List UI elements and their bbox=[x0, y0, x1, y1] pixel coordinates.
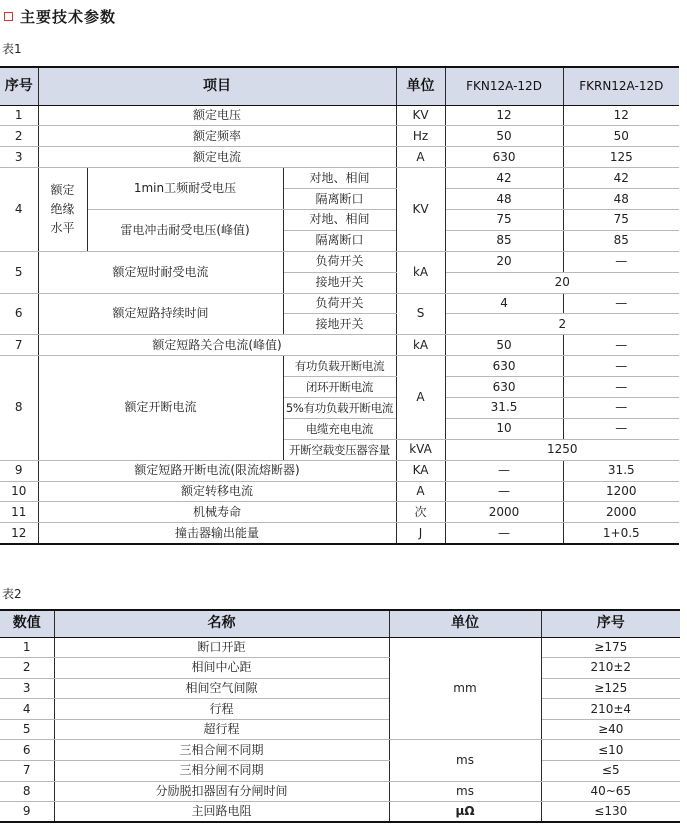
cell-value: 40~65 bbox=[541, 781, 680, 802]
cell-condition: 负荷开关 bbox=[283, 293, 396, 314]
cell-value: ≥40 bbox=[541, 719, 680, 740]
cell-num: 8 bbox=[0, 781, 54, 802]
cell-value-b: — bbox=[563, 418, 679, 439]
cell-value-b: 1+0.5 bbox=[563, 523, 679, 544]
header-num: 数值 bbox=[0, 610, 54, 637]
cell-unit: A bbox=[396, 147, 445, 168]
mechanical-parameters-table bbox=[0, 609, 680, 823]
cell-seq: 6 bbox=[0, 293, 38, 335]
cell-value-b: 75 bbox=[563, 209, 679, 230]
cell-value-a: 85 bbox=[445, 230, 563, 251]
cell-unit: kVA bbox=[396, 439, 445, 460]
header-model-a: FKN12A-12D bbox=[445, 67, 563, 105]
cell-seq: 1 bbox=[0, 105, 38, 126]
cell-value-b: 2000 bbox=[563, 502, 679, 523]
cell-unit: S bbox=[396, 293, 445, 335]
cell-value: 210±4 bbox=[541, 699, 680, 720]
header-unit: 单位 bbox=[389, 610, 541, 637]
cell-value-a: — bbox=[445, 481, 563, 502]
cell-value: ≥175 bbox=[541, 637, 680, 658]
table-row bbox=[0, 678, 680, 699]
section-heading bbox=[4, 5, 116, 27]
cell-seq: 3 bbox=[0, 147, 38, 168]
cell-condition: 隔离断口 bbox=[283, 230, 396, 251]
cell-num: 5 bbox=[0, 719, 54, 740]
cell-item: 额定短路开断电流(限流熔断器) bbox=[38, 460, 396, 481]
table1-caption: 表1 bbox=[2, 42, 22, 56]
table2-caption: 表2 bbox=[2, 587, 22, 601]
cell-name: 三相合闸不同期 bbox=[54, 740, 389, 761]
cell-unit: KV bbox=[396, 105, 445, 126]
cell-value-b: — bbox=[563, 335, 679, 356]
cell-unit: ms bbox=[389, 740, 541, 781]
cell-condition: 电缆充电电流 bbox=[283, 418, 396, 439]
cell-value-b: — bbox=[563, 251, 679, 272]
table-row bbox=[0, 761, 680, 782]
cell-value: ≤5 bbox=[541, 761, 680, 782]
cell-value-a: 2000 bbox=[445, 502, 563, 523]
cell-value-b: 42 bbox=[563, 168, 679, 189]
table-row bbox=[0, 658, 680, 679]
table-row bbox=[0, 126, 679, 147]
cell-value-b: 125 bbox=[563, 147, 679, 168]
cell-value-b: 85 bbox=[563, 230, 679, 251]
square-bullet-icon bbox=[4, 12, 13, 21]
table-row bbox=[0, 293, 679, 314]
cell-value-a: 10 bbox=[445, 418, 563, 439]
cell-condition: 接地开关 bbox=[283, 272, 396, 293]
cell-group: 额定绝缘水平 bbox=[38, 168, 87, 252]
cell-value-a: — bbox=[445, 523, 563, 544]
cell-item: 额定短路持续时间 bbox=[38, 293, 283, 335]
cell-seq: 12 bbox=[0, 523, 38, 544]
header-unit: 单位 bbox=[396, 67, 445, 105]
cell-value-a: 12 bbox=[445, 105, 563, 126]
cell-value-merged: 1250 bbox=[445, 439, 679, 460]
cell-value-b: 12 bbox=[563, 105, 679, 126]
cell-name: 相间空气间隙 bbox=[54, 678, 389, 699]
cell-value-a: 50 bbox=[445, 126, 563, 147]
cell-num: 4 bbox=[0, 699, 54, 720]
cell-num: 6 bbox=[0, 740, 54, 761]
table-row bbox=[0, 740, 680, 761]
cell-condition: 开断空载变压器容量 bbox=[283, 439, 396, 460]
cell-unit: kA bbox=[396, 251, 445, 293]
cell-unit: mm bbox=[389, 637, 541, 740]
table-row bbox=[0, 637, 680, 658]
table-row bbox=[0, 168, 679, 189]
technical-parameters-table bbox=[0, 66, 679, 545]
cell-condition: 接地开关 bbox=[283, 314, 396, 335]
cell-condition: 闭环开断电流 bbox=[283, 377, 396, 398]
cell-value: ≤130 bbox=[541, 802, 680, 823]
cell-num: 9 bbox=[0, 802, 54, 823]
cell-unit: A bbox=[396, 481, 445, 502]
cell-item: 额定短时耐受电流 bbox=[38, 251, 283, 293]
cell-value: ≥125 bbox=[541, 678, 680, 699]
table-row bbox=[0, 502, 679, 523]
table-row bbox=[0, 802, 680, 823]
table-row bbox=[0, 209, 679, 230]
cell-value-b: — bbox=[563, 293, 679, 314]
section-title: 主要技术参数 bbox=[20, 7, 117, 26]
cell-value-a: 630 bbox=[445, 377, 563, 398]
header-name: 名称 bbox=[54, 610, 389, 637]
table-row bbox=[0, 781, 680, 802]
table-row bbox=[0, 719, 680, 740]
cell-seq: 7 bbox=[0, 335, 38, 356]
table-header-row bbox=[0, 67, 679, 105]
cell-value-a: 48 bbox=[445, 189, 563, 210]
cell-num: 1 bbox=[0, 637, 54, 658]
cell-name: 断口开距 bbox=[54, 637, 389, 658]
cell-unit: 次 bbox=[396, 502, 445, 523]
cell-value-b: 1200 bbox=[563, 481, 679, 502]
cell-value-b: 48 bbox=[563, 189, 679, 210]
cell-item: 额定频率 bbox=[38, 126, 396, 147]
cell-unit: kA bbox=[396, 335, 445, 356]
cell-value-a: 4 bbox=[445, 293, 563, 314]
cell-name: 超行程 bbox=[54, 719, 389, 740]
header-item: 项目 bbox=[38, 67, 396, 105]
table-row bbox=[0, 523, 679, 544]
cell-value-a: 75 bbox=[445, 209, 563, 230]
table-row bbox=[0, 460, 679, 481]
cell-value-merged: 20 bbox=[445, 272, 679, 293]
cell-value-a: 42 bbox=[445, 168, 563, 189]
cell-seq: 9 bbox=[0, 460, 38, 481]
cell-seq: 10 bbox=[0, 481, 38, 502]
cell-unit: μΩ bbox=[389, 802, 541, 823]
cell-name: 主回路电阻 bbox=[54, 802, 389, 823]
cell-item: 额定转移电流 bbox=[38, 481, 396, 502]
cell-value: 210±2 bbox=[541, 658, 680, 679]
cell-item: 额定开断电流 bbox=[38, 356, 283, 460]
cell-name: 三相分闸不同期 bbox=[54, 761, 389, 782]
cell-unit: J bbox=[396, 523, 445, 544]
cell-unit: KV bbox=[396, 168, 445, 252]
cell-value-b: 31.5 bbox=[563, 460, 679, 481]
cell-value-b: — bbox=[563, 356, 679, 377]
cell-seq: 2 bbox=[0, 126, 38, 147]
cell-num: 3 bbox=[0, 678, 54, 699]
table-row bbox=[0, 356, 679, 377]
cell-num: 7 bbox=[0, 761, 54, 782]
cell-name: 行程 bbox=[54, 699, 389, 720]
table-row bbox=[0, 335, 679, 356]
table-row bbox=[0, 105, 679, 126]
cell-seq: 8 bbox=[0, 356, 38, 460]
header-model-b: FKRN12A-12D bbox=[563, 67, 679, 105]
header-seq: 序号 bbox=[0, 67, 38, 105]
cell-unit: A bbox=[396, 356, 445, 440]
cell-seq: 11 bbox=[0, 502, 38, 523]
cell-condition: 负荷开关 bbox=[283, 251, 396, 272]
cell-value-a: — bbox=[445, 460, 563, 481]
cell-item: 额定短路关合电流(峰值) bbox=[38, 335, 396, 356]
cell-condition: 对地、相间 bbox=[283, 168, 396, 189]
cell-name: 分励脱扣器固有分闸时间 bbox=[54, 781, 389, 802]
cell-unit: KA bbox=[396, 460, 445, 481]
cell-unit: Hz bbox=[396, 126, 445, 147]
cell-name: 相间中心距 bbox=[54, 658, 389, 679]
cell-subitem: 雷电冲击耐受电压(峰值) bbox=[87, 209, 283, 251]
cell-unit: ms bbox=[389, 781, 541, 802]
cell-item: 额定电压 bbox=[38, 105, 396, 126]
cell-item: 机械寿命 bbox=[38, 502, 396, 523]
cell-value-merged: 2 bbox=[445, 314, 679, 335]
cell-condition: 有功负载开断电流 bbox=[283, 356, 396, 377]
cell-num: 2 bbox=[0, 658, 54, 679]
table-header-row bbox=[0, 610, 680, 637]
cell-value-b: 50 bbox=[563, 126, 679, 147]
cell-value-b: — bbox=[563, 397, 679, 418]
table-row bbox=[0, 481, 679, 502]
cell-value-a: 630 bbox=[445, 147, 563, 168]
table-row bbox=[0, 699, 680, 720]
table-row bbox=[0, 251, 679, 272]
cell-condition: 5%有功负载开断电流 bbox=[283, 397, 396, 418]
cell-value-a: 20 bbox=[445, 251, 563, 272]
cell-item: 额定电流 bbox=[38, 147, 396, 168]
cell-condition: 隔离断口 bbox=[283, 189, 396, 210]
cell-item: 撞击器输出能量 bbox=[38, 523, 396, 544]
cell-seq: 4 bbox=[0, 168, 38, 252]
cell-value-b: — bbox=[563, 377, 679, 398]
cell-value-a: 50 bbox=[445, 335, 563, 356]
cell-value-a: 630 bbox=[445, 356, 563, 377]
cell-condition: 对地、相间 bbox=[283, 209, 396, 230]
cell-subitem: 1min工频耐受电压 bbox=[87, 168, 283, 210]
cell-value: ≤10 bbox=[541, 740, 680, 761]
cell-seq: 5 bbox=[0, 251, 38, 293]
table-row bbox=[0, 147, 679, 168]
cell-value-a: 31.5 bbox=[445, 397, 563, 418]
header-seq: 序号 bbox=[541, 610, 680, 637]
